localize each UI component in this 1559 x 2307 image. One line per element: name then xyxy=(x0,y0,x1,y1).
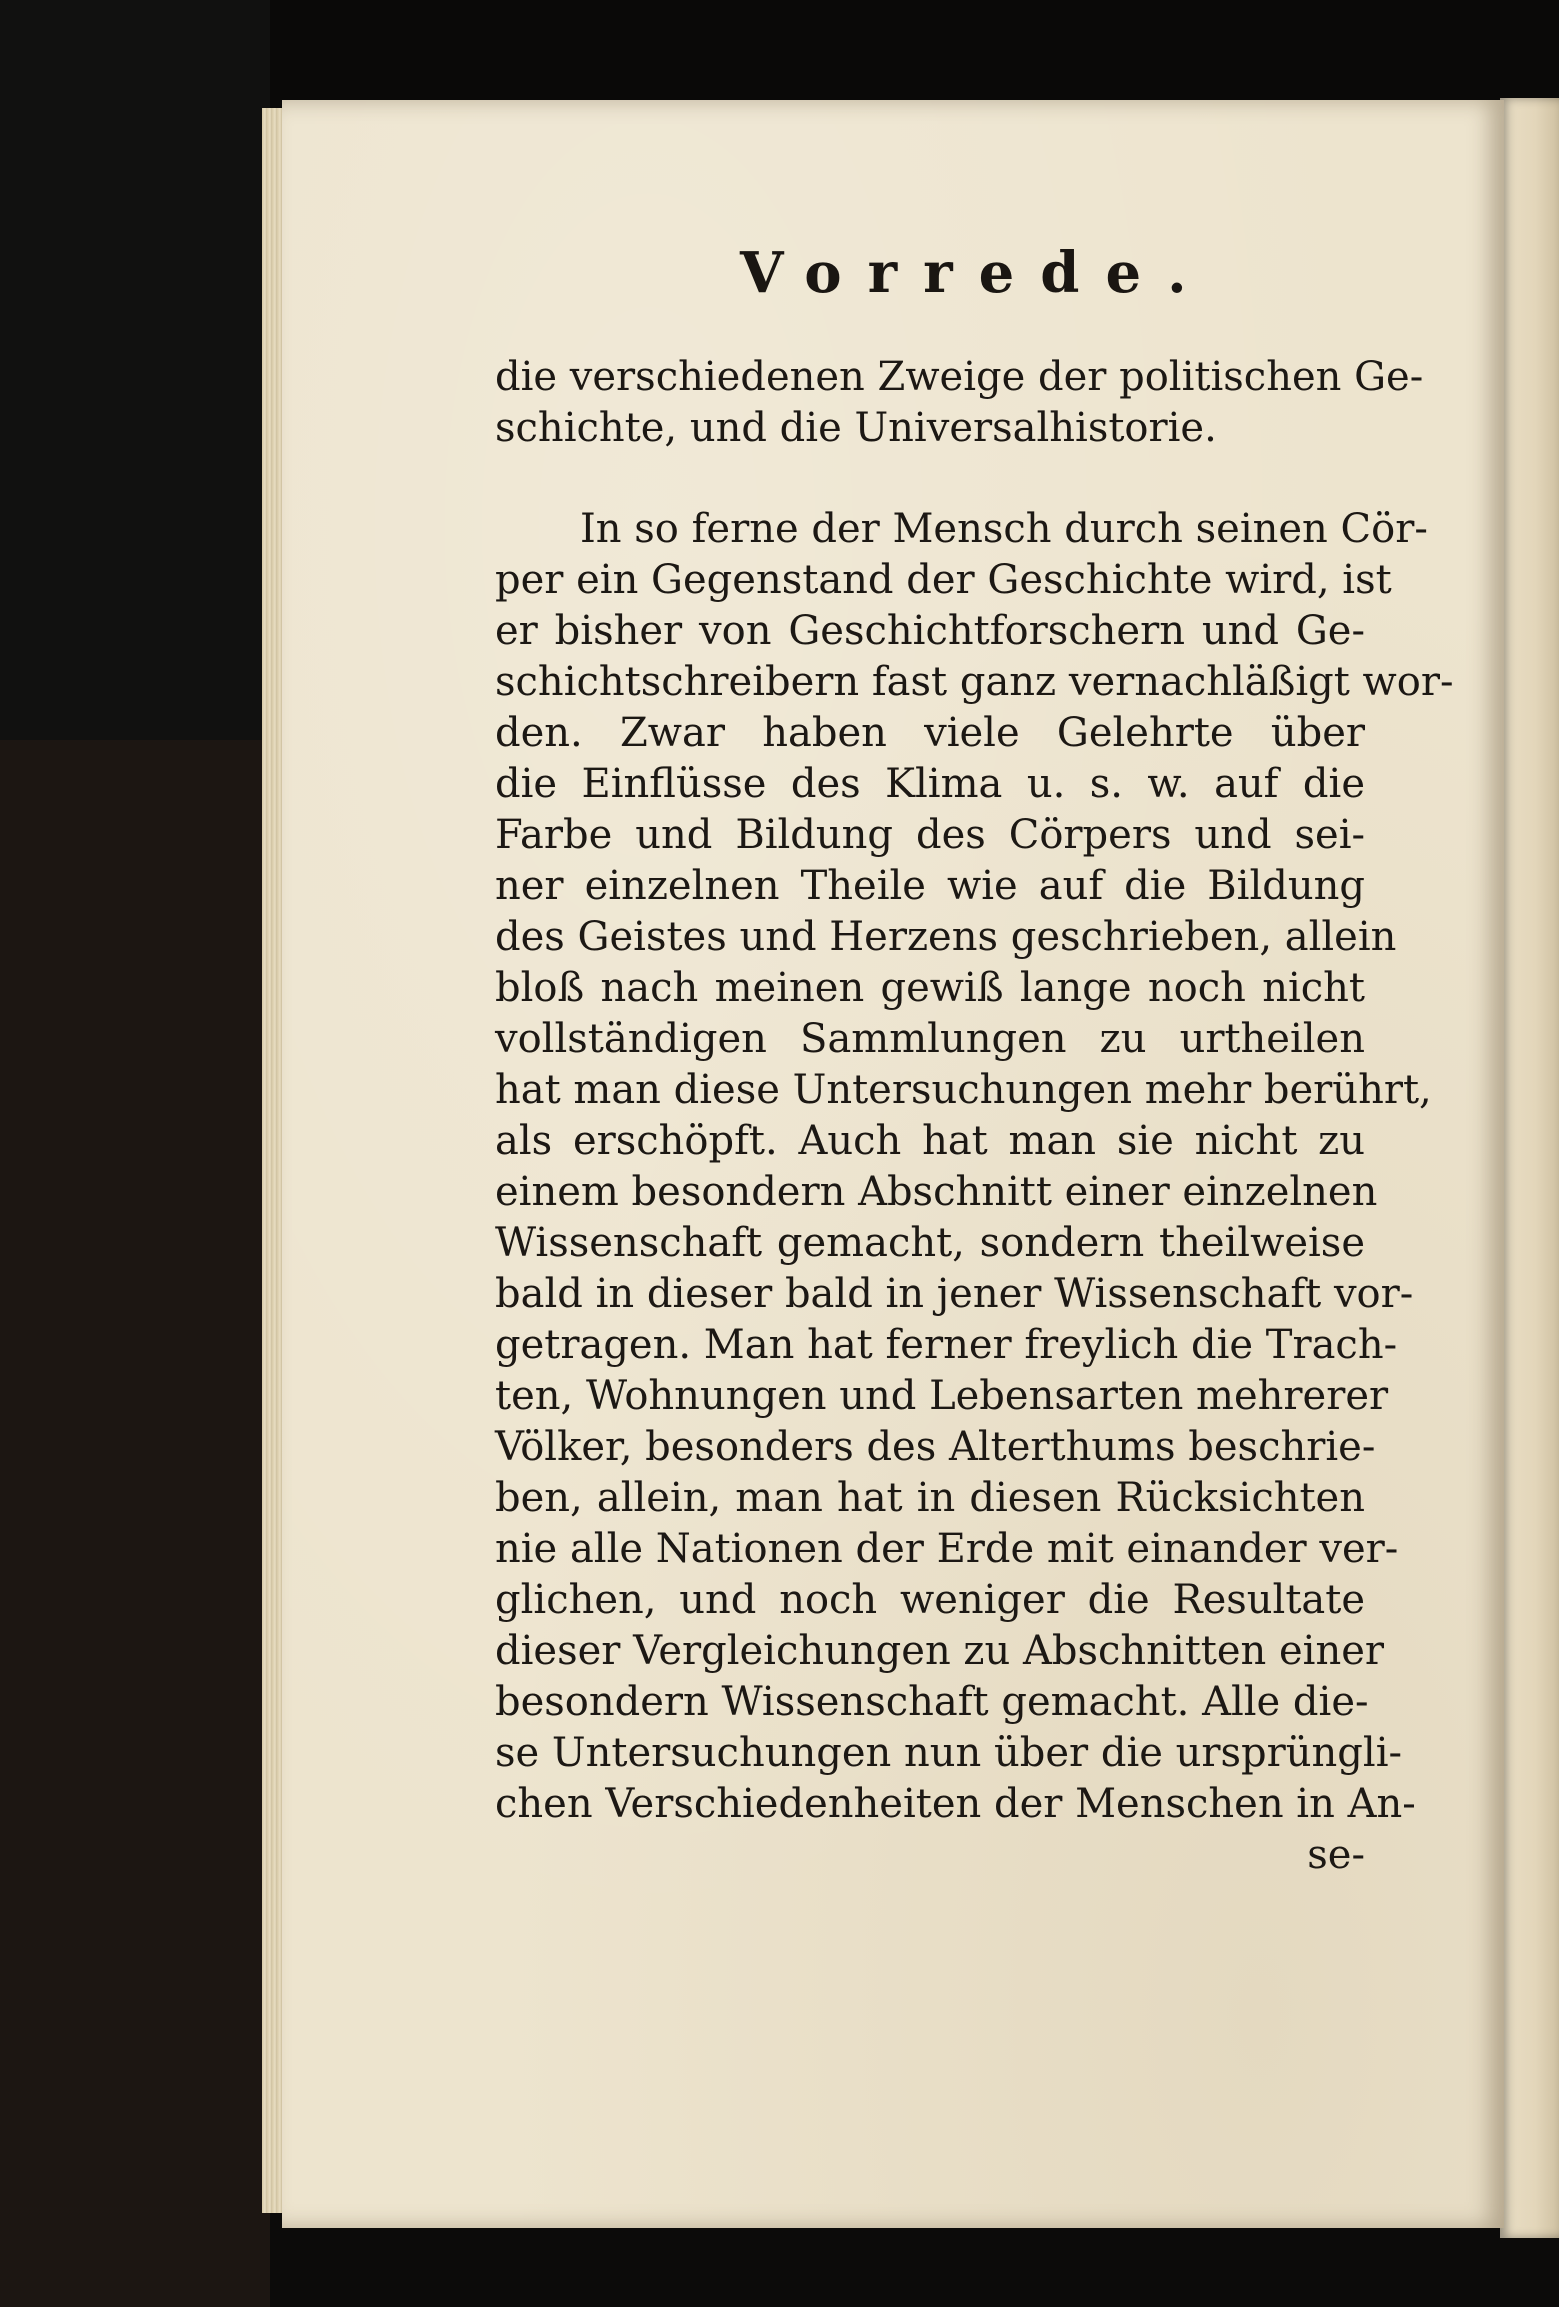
text-line: In so ferne der Mensch durch seinen Cör- xyxy=(580,506,1428,552)
background-left-upper xyxy=(0,0,270,740)
catchword: se- xyxy=(1307,1832,1365,1878)
text-line: des Geistes und Herzens geschrieben, allein xyxy=(495,914,1397,960)
page-body-text xyxy=(495,352,1454,1881)
text-line: glichen, und noch weniger die Resultate xyxy=(495,1577,1365,1623)
text-line: per ein Gegenstand der Geschichte wird, ist xyxy=(495,557,1392,603)
next-page-edge xyxy=(1500,98,1559,2238)
text-line: er bisher von Geschichtforschern und Ge- xyxy=(495,608,1365,654)
text-line: die Einflüsse des Klima u. s. w. auf die xyxy=(495,761,1365,807)
text-line: ben, allein, man hat in diesen Rücksichten xyxy=(495,1475,1365,1521)
text-line: den. Zwar haben viele Gelehrte über xyxy=(495,710,1365,756)
text-line: bald in dieser bald in jener Wissenschaft vor- xyxy=(495,1271,1414,1317)
text-line: die verschiedenen Zweige der politischen Ge- xyxy=(495,354,1424,400)
page-heading: Vorrede. xyxy=(740,240,1213,306)
text-line: ner einzelnen Theile wie auf die Bildung xyxy=(495,863,1365,909)
text-line: chen Verschiedenheiten der Menschen in An- xyxy=(495,1781,1416,1827)
text-line: schichte, und die Universalhistorie. xyxy=(495,405,1217,451)
text-line: schichtschreibern fast ganz vernachläßigt wor- xyxy=(495,659,1454,705)
text-line: dieser Vergleichungen zu Abschnitten einer xyxy=(495,1628,1385,1674)
text-line: Wissenschaft gemacht, sondern theilweise xyxy=(495,1220,1365,1266)
text-line: besondern Wissenschaft gemacht. Alle die- xyxy=(495,1679,1369,1725)
text-line: ten, Wohnungen und Lebensarten mehrerer xyxy=(495,1373,1389,1419)
text-line: vollständigen Sammlungen zu urtheilen xyxy=(495,1016,1365,1062)
text-line: Völker, besonders des Alterthums beschrie- xyxy=(495,1424,1376,1470)
text-line: getragen. Man hat ferner freylich die Trach- xyxy=(495,1322,1398,1368)
text-line: Farbe und Bildung des Cörpers und sei- xyxy=(495,812,1365,858)
text-line: nie alle Nationen der Erde mit einander ver- xyxy=(495,1526,1399,1572)
background-left-lower xyxy=(0,740,270,2307)
text-line: einem besondern Abschnitt einer einzelnen xyxy=(495,1169,1378,1215)
text-line: se Untersuchungen nun über die ursprüngli- xyxy=(495,1730,1403,1776)
text-line: als erschöpft. Auch hat man sie nicht zu xyxy=(495,1118,1365,1164)
text-line: bloß nach meinen gewiß lange noch nicht xyxy=(495,965,1365,1011)
text-line: hat man diese Untersuchungen mehr berührt, xyxy=(495,1067,1432,1113)
